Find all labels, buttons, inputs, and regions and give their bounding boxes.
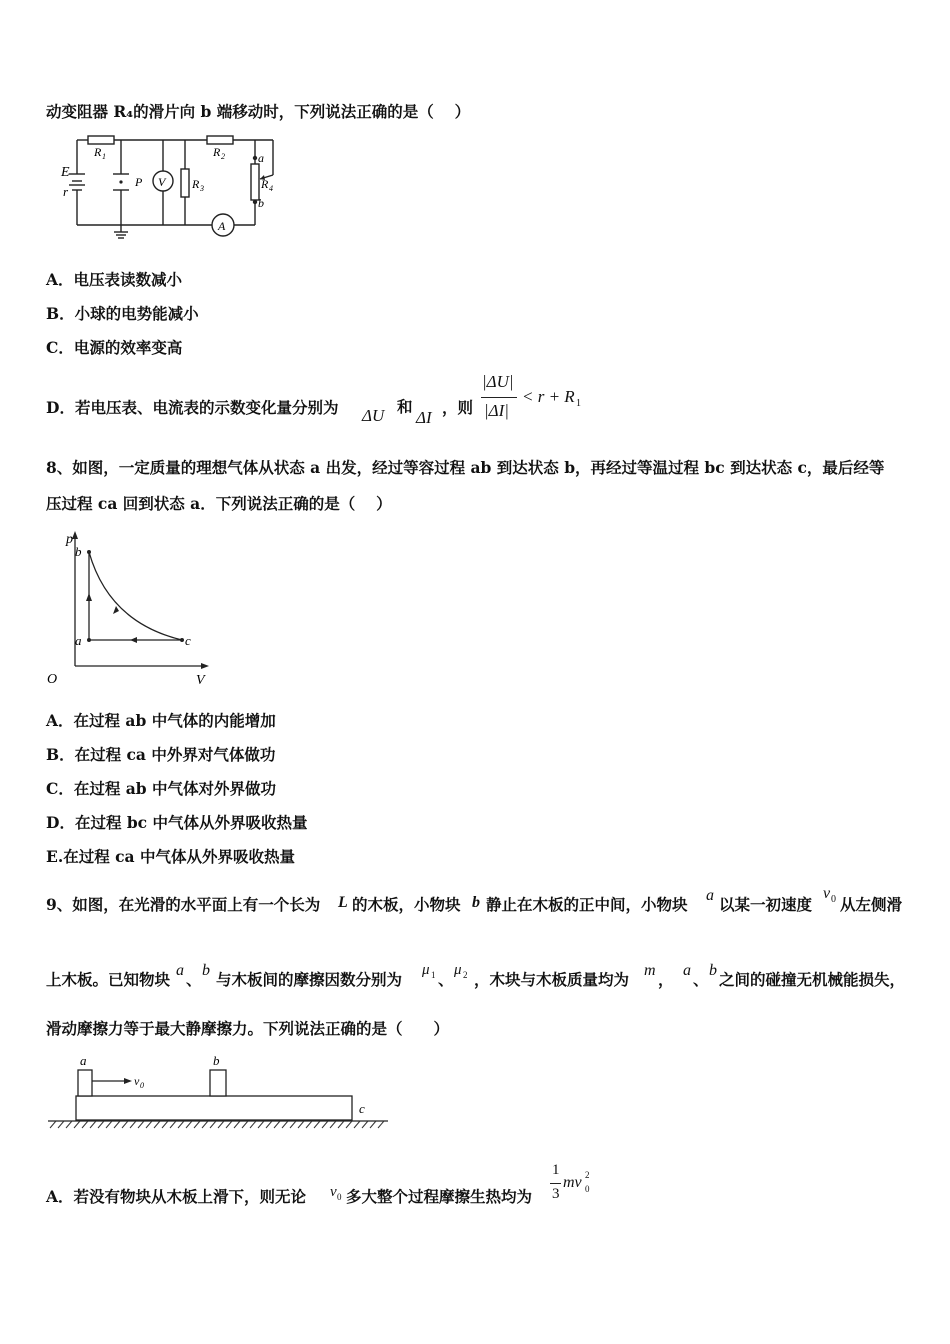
label-origin: O — [47, 672, 58, 687]
label-R1-sub: 1 — [102, 152, 106, 161]
label-V: V — [196, 673, 205, 688]
q9-l2-mu2-sub: 2 — [463, 970, 468, 980]
q7-stem: 动变阻器 R₄的滑片向 b 端移动时，下列说法正确的是（ ） — [46, 102, 471, 121]
q9-l2-mu1: μ — [422, 962, 430, 978]
q7-option-d: D．若电压表、电流表的示数变化量分别为 — [46, 398, 339, 417]
q9-l2-sep3: 、 — [693, 970, 709, 989]
label-R1: R — [94, 145, 102, 159]
q7-option-b: B．小球的电势能减小 — [46, 304, 199, 323]
q7-option-a: A．电压表读数减小 — [46, 270, 183, 289]
q9-l1-v0: v — [823, 885, 831, 902]
q9-l1-pre: 9、如图，在光滑的水平面上有一个长为 — [46, 895, 321, 914]
label-R3-sub: 3 — [200, 184, 204, 193]
q9-opt-a-num: 1 — [552, 1162, 560, 1178]
q9-opt-a-mv: mv — [563, 1174, 582, 1191]
q8-option-b: B．在过程 ca 中外界对气体做功 — [46, 745, 276, 764]
q9-l1-L: L — [338, 894, 348, 911]
q9-l1-mid: 的木板，小物块 — [352, 895, 461, 914]
q9-l2-sep2: 、 — [438, 970, 454, 989]
q9-opt-a-den: 3 — [552, 1186, 560, 1202]
q9-l2-sep1: 、 — [186, 970, 202, 989]
q9-l1-end: 从左侧滑 — [840, 895, 903, 914]
q9-opt-a-mid: 多大整个过程摩擦生热均为 — [346, 1187, 533, 1206]
label-a: a — [258, 151, 264, 165]
q8-pv-graph — [42, 528, 222, 688]
label-p: p — [66, 532, 73, 547]
q9-stem-line1 — [46, 885, 926, 917]
q7-rhs: < r + R — [522, 387, 575, 406]
q7-circuit-diagram — [55, 132, 295, 242]
q9-l1-b: b — [472, 894, 480, 911]
label-v0-sub: 0 — [140, 1081, 144, 1090]
label-R3: R — [192, 177, 200, 191]
label-E: E — [61, 165, 70, 180]
label-v0: v — [134, 1074, 140, 1088]
q7-and: 和 — [397, 397, 413, 416]
q7-frac-num: |ΔU| — [482, 372, 514, 391]
q9-option-a: A．若没有物块从木板上滑下，则无论 — [46, 1187, 307, 1206]
q9-stem-line2 — [46, 962, 926, 992]
q9-l1-v0-sub: 0 — [831, 894, 836, 905]
q7-frac-den: |ΔI| — [484, 401, 509, 420]
label-state-b: b — [75, 544, 82, 559]
q9-l1-mid2: 静止在木板的正中间，小物块 — [486, 895, 688, 914]
q7-delta-u: ΔU — [362, 406, 385, 425]
q9-stem-line3: 滑动摩擦力等于最大静摩擦力。下列说法正确的是（ ） — [46, 1019, 450, 1038]
q7-then: ，则 — [442, 398, 474, 417]
q9-l1-a: a — [706, 887, 714, 904]
q7-option-c: C．电源的效率变高 — [46, 338, 183, 357]
q9-opt-a-v-sub: 0 — [337, 1192, 342, 1202]
q7-rhs-sub: 1 — [576, 398, 581, 409]
label-b: b — [258, 196, 264, 210]
label-R2-sub: 2 — [221, 152, 225, 161]
q9-l2-end: 之间的碰撞无机械能损失， — [719, 970, 906, 989]
q9-l2-a: a — [176, 962, 184, 979]
q9-l2-mu2: μ — [454, 962, 462, 978]
label-A: A — [218, 219, 226, 233]
q9-l2-mid: 与木板间的摩擦因数分别为 — [216, 970, 403, 989]
q7-delta-i: ΔI — [416, 408, 432, 427]
q9-opt-a-sup: 2 — [585, 1170, 590, 1180]
label-P: P — [135, 175, 143, 189]
q7-frac-bar — [481, 397, 517, 398]
label-board-c: c — [359, 1101, 365, 1116]
q9-l2-b: b — [202, 962, 210, 979]
label-R4: R — [261, 177, 269, 191]
q9-opt-a-v: v — [330, 1184, 337, 1200]
label-state-a: a — [75, 633, 82, 648]
q9-l2-comma: ， — [658, 970, 674, 989]
q8-stem-line1: 8、如图，一定质量的理想气体从状态 a 出发，经过等容过程 ab 到达状态 b，再经过等温过程 bc 到达状态 c，最后经等 — [46, 458, 885, 477]
q9-l2-a2: a — [683, 962, 691, 979]
label-block-b: b — [213, 1053, 220, 1068]
label-state-c: c — [185, 633, 191, 648]
q9-opt-a-sub: 0 — [585, 1184, 590, 1194]
q9-l2-mid2: ，木块与木板质量均为 — [474, 970, 630, 989]
q8-stem-line2: 压过程 ca 回到状态 a．下列说法正确的是（ ） — [46, 494, 392, 513]
q9-opt-a-bar — [550, 1183, 561, 1184]
label-R4-sub: 4 — [269, 184, 273, 193]
q8-option-e: E.在过程 ca 中气体从外界吸收热量 — [46, 847, 295, 866]
q9-l2-m: m — [644, 962, 656, 979]
label-V: V — [158, 175, 166, 189]
label-r: r — [63, 184, 69, 199]
q8-option-a: A．在过程 ab 中气体的内能增加 — [46, 711, 276, 730]
q8-option-c: C．在过程 ab 中气体对外界做功 — [46, 779, 277, 798]
q8-option-d: D．在过程 bc 中气体从外界吸收热量 — [46, 813, 308, 832]
label-R2: R — [213, 145, 221, 159]
label-block-a: a — [80, 1053, 87, 1068]
q9-l2-mu1-sub: 1 — [431, 970, 436, 980]
q9-l1-mid3: 以某一初速度 — [719, 895, 813, 914]
q9-board-figure — [48, 1052, 408, 1132]
q9-l2-b2: b — [709, 962, 717, 979]
q9-l2-pre: 上木板。已知物块 — [46, 970, 171, 989]
